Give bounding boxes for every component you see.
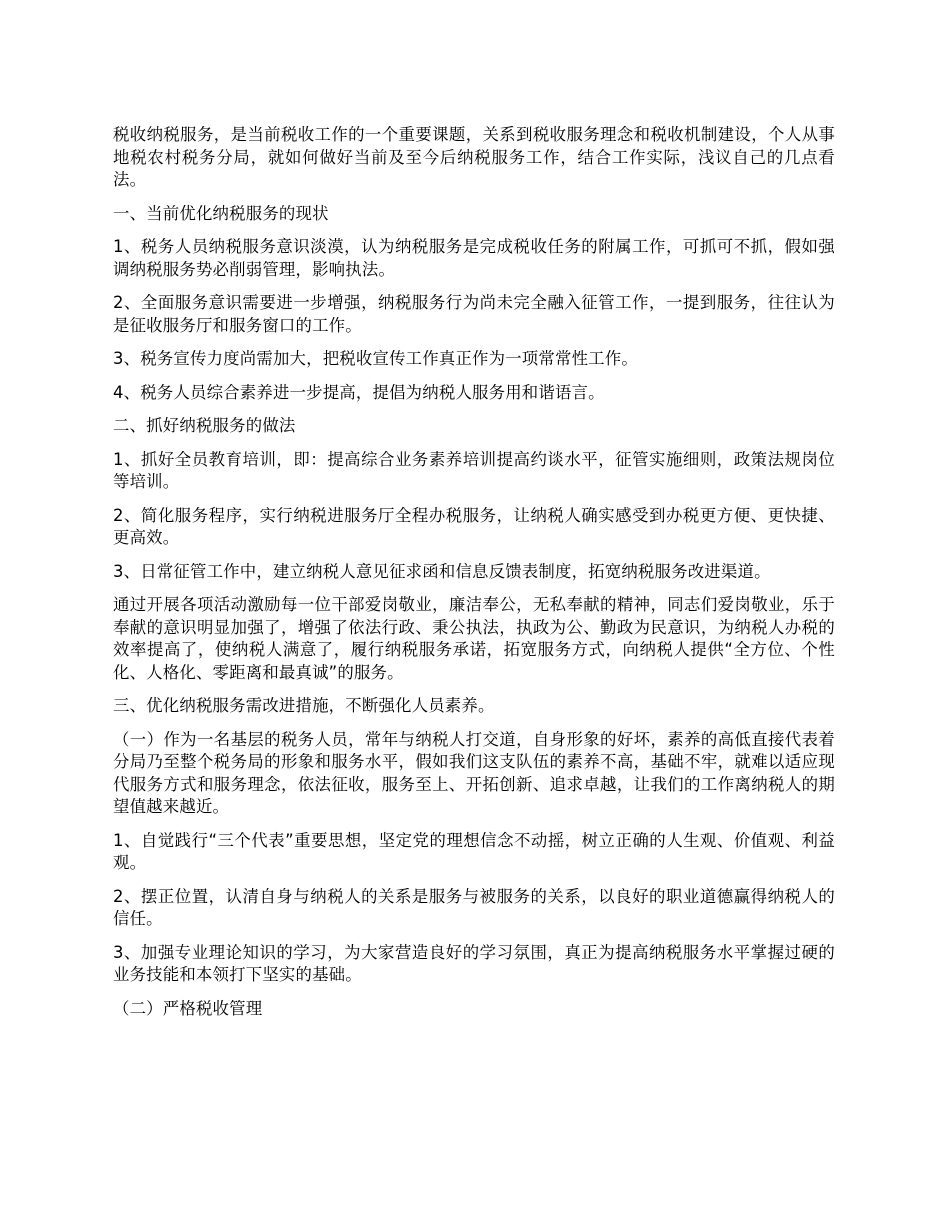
list-item: 3、日常征管工作中，建立纳税人意见征求函和信息反馈表制度，拓宽纳税服务改进渠道。 (113, 561, 771, 581)
list-item: 1、抓好全员教育培训，即：提高综合业务素养培训提高约谈水平，征管实施细则，政策法规岗位等培训。 (113, 449, 835, 491)
list-item: 2、全面服务意识需要进一步增强，纳税服务行为尚未完全融入征管工作，一提到服务，往往认为是征收服务厅和服务窗口的工作。 (113, 293, 835, 335)
subsection-paragraph: （一）作为一名基层的税务人员，常年与纳税人打交道，自身形象的好坏，素养的高低直接代表着分局乃至整个税务局的形象和服务水平，假如我们这支队伍的素养不高，基础不牢，就难以适应现代服务方式和服务理念，依法征收，服务至上、开拓创新、追求卓越，让我们的工作离纳税人的期望值越来越近。 (113, 729, 835, 816)
body-paragraph: 通过开展各项活动激励每一位干部爱岗敬业，廉洁奉公，无私奉献的精神，同志们爱岗敬业，乐于奉献的意识明显加强了，增强了依法行政、秉公执法，执政为公、勤政为民意识，为纳税人办税的效率提高了，使纳税人满意了，履行纳税服务承诺，拓宽服务方式，向纳税人提供“全方位、个性化、人格化、零距离和最真诚”的服务。 (113, 595, 835, 682)
list-item: 1、税务人员纳税服务意识淡漠，认为纳税服务是完成税收任务的附属工作，可抓可不抓，假如强调纳税服务势必削弱管理，影响执法。 (113, 237, 835, 279)
list-item: 4、税务人员综合素养进一步提高，提倡为纳税人服务用和谐语言。 (113, 382, 605, 402)
list-item: 3、加强专业理论知识的学习，为大家营造良好的学习氛围，真正为提高纳税服务水平掌握过硬的业务技能和本领打下坚实的基础。 (113, 942, 835, 984)
section-heading-3: 三、优化纳税服务需改进措施，不断强化人员素养。 (113, 696, 495, 715)
section-heading-2: 二、抓好纳税服务的做法 (113, 416, 296, 435)
document-body (113, 124, 835, 1031)
subsection-heading: （二）严格税收管理 (113, 998, 263, 1018)
list-item: 2、简化服务程序，实行纳税进服务厅全程办税服务，让纳税人确实感受到办税更方便、更快捷、更高效。 (113, 505, 835, 547)
list-item: 1、自觉践行“三个代表”重要思想，坚定党的理想信念不动摇，树立正确的人生观、价值观、利益观。 (113, 830, 835, 872)
list-item: 3、税务宣传力度尚需加大，把税收宣传工作真正作为一项常常性工作。 (113, 349, 638, 368)
list-item: 2、摆正位置，认清自身与纳税人的关系是服务与被服务的关系，以良好的职业道德赢得纳税人的信任。 (113, 886, 835, 928)
intro-paragraph: 税收纳税服务，是当前税收工作的一个重要课题，关系到税收服务理念和税收机制建设，个人从事地税农村税务分局，就如何做好当前及至今后纳税服务工作，结合工作实际，浅议自己的几点看法。 (113, 125, 835, 189)
section-heading-1: 一、当前优化纳税服务的现状 (113, 203, 329, 223)
